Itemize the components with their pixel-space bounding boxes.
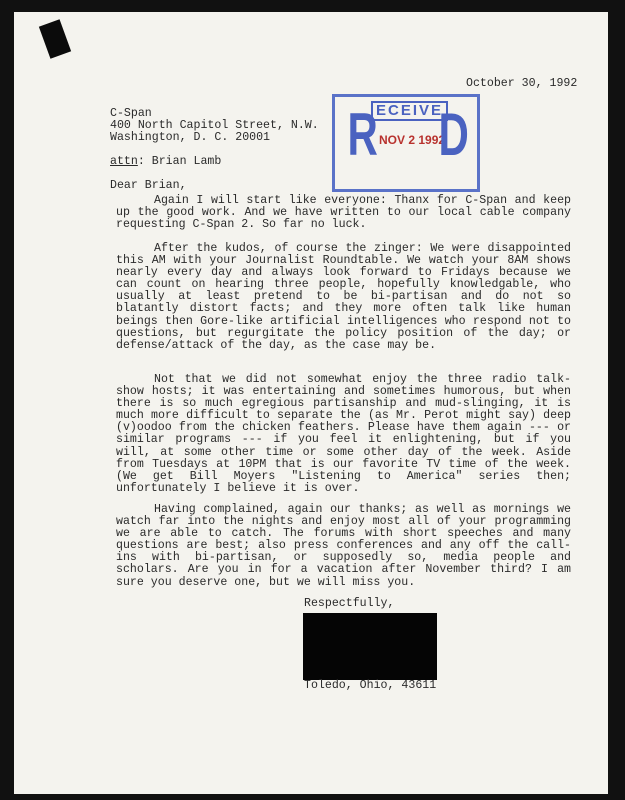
salutation: Dear Brian, [110,179,187,192]
stamp-letter-d: D [438,101,469,168]
letter-page [14,12,608,794]
attn-value: : Brian Lamb [137,155,222,168]
received-stamp [332,94,480,192]
stamp-letter-r: R [347,101,378,168]
stamp-date: NOV 2 1992 [379,133,446,147]
attn-line [110,156,221,168]
binder-clip-mark [39,19,71,58]
address-line-3: Washington, D. C. 20001 [110,131,271,144]
closing: Respectfully, [304,597,395,610]
paragraph-3: Not that we did not somewhat enjoy the three radio talk-show hosts; it was entertaining and sometimes humorous, but when there is so much egregious partisanship and mud-slinging, it is much more difficult to separate the (as Mr. Perot might say) deep (v)oodoo from the chicken feathers. Please have them again --- or similar programs --- if you feel it enlightening, but if you will, at some other time or some other day of the week. Aside from Tuesdays at 10PM that is our favorite TV time of the week. (We get Bill Moyers "Listening to America" series then; unfortunately I believe it is over. [116,373,571,495]
paragraph-4: Having complained, again our thanks; as well as mornings we watch far into the nights and enjoy most all of your programming we are able to catch. The forums with short speeches and many questions are best; also press conferences and any off the call-ins with bi-partisan, or supposedly so, media people and scholars. Are you in for a vacation after November third? I am sure you deserve one, but we will miss you. [116,503,571,589]
letter-date: October 30, 1992 [466,77,578,90]
paragraph-1: Again I will start like everyone: Thanx for C-Span and keep up the good work. And we have written to our local cable company requesting C-Span 2. So far no luck. [116,194,571,232]
signature-city: Toledo, Ohio, 43611 [304,679,437,692]
address-line-1: C-Span [110,107,152,120]
attn-label: attn [110,155,138,168]
address-line-2: 400 North Capitol Street, N.W. [110,119,319,132]
stamp-word: ECEIVE [371,101,448,121]
redacted-signature [303,613,437,680]
paragraph-2: After the kudos, of course the zinger: We were disappointed this AM with your Journalist Roundtable. We watch your 8AM shows nearly every day and always look forward to Fridays because we can count on hearing three people, hopefully knowledgable, who usually at least pretend to be bi-partisan and do not so blatantly distort facts; and they more often talk like human beings then Gore-like artificial intelligences who respond not to questions, but regurgitate the policy position of the day; or defense/attack of the day, as the case may be. [116,242,571,352]
